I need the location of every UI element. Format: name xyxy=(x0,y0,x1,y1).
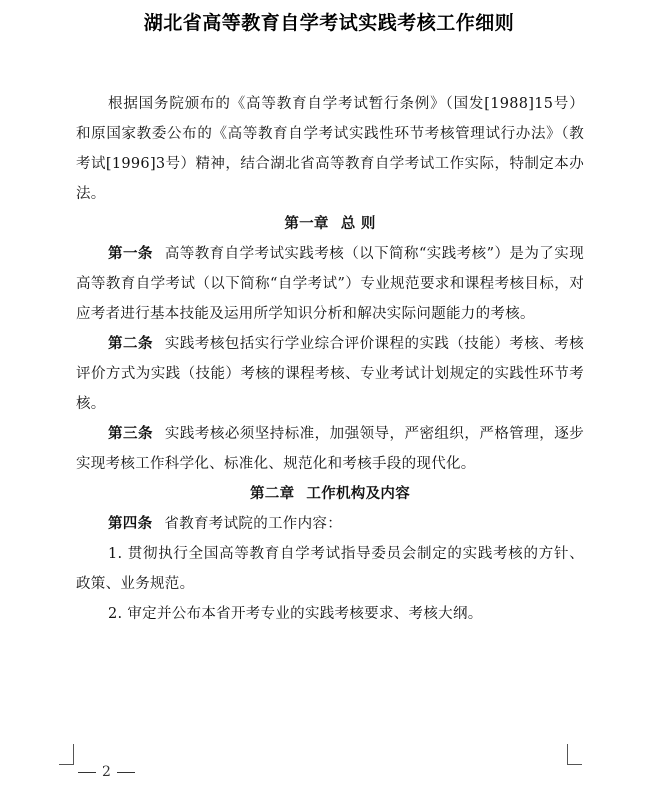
chapter-1-title: 总 则 xyxy=(340,215,376,232)
page-number: 2 xyxy=(102,764,111,780)
document-title: 湖北省高等教育自学考试实践考核工作细则 xyxy=(143,12,515,34)
page-corner-mark-left xyxy=(59,744,74,765)
footer-dash-left xyxy=(78,772,96,773)
chapter-2-title: 工作机构及内容 xyxy=(306,485,410,502)
article-2-label: 第二条 xyxy=(108,335,153,352)
article-1-text: 高等教育自学考试实践考核（以下简称“实践考核”）是为了实现高等教育自学考试（以下简称“自学考试”）专业规范要求和课程考核目标，对应考者进行基本技能及运用所学知识分析和解决实际问题能力的考核。 xyxy=(76,246,584,322)
page-corner-mark-right xyxy=(567,744,582,765)
list-item-1: 1. 贯彻执行全国高等教育自学考试指导委员会制定的实践考核的方针、政策、业务规范。 xyxy=(76,546,584,592)
article-3-text: 实践考核必须坚持标准，加强领导，严密组织，严格管理，逐步实现考核工作科学化、标准化、规范化和考核手段的现代化。 xyxy=(76,426,584,472)
page-footer xyxy=(72,764,141,780)
article-2-text: 实践考核包括实行学业综合评价课程的实践（技能）考核、考核评价方式为实践（技能）考核的课程考核、专业考试计划规定的实践性环节考核。 xyxy=(76,336,584,412)
preamble-paragraph: 根据国务院颁布的《高等教育自学考试暂行条例》（国发[1988]15号）和原国家教委公布的《高等教育自学考试实践性环节考核管理试行办法》（教考试[1996]3号）精神，结合湖北省高等教育自学考试工作实际，特制定本办法。 xyxy=(76,96,584,202)
document-body xyxy=(76,89,584,629)
article-1-label: 第一条 xyxy=(108,245,153,262)
footer-dash-right xyxy=(117,772,135,773)
chapter-1-number: 第一章 xyxy=(284,215,329,232)
article-4-text: 省教育考试院的工作内容： xyxy=(164,516,343,532)
article-1 xyxy=(76,239,584,329)
article-4-label: 第四条 xyxy=(108,515,153,532)
article-3 xyxy=(76,419,584,479)
article-3-label: 第三条 xyxy=(108,425,153,442)
chapter-2-number: 第二章 xyxy=(249,485,295,502)
article-4 xyxy=(76,509,584,539)
list-item-2: 2. 审定并公布本省开考专业的实践考核要求、考核大纲。 xyxy=(108,606,483,622)
chapter-1-heading xyxy=(76,209,584,239)
chapter-2-heading xyxy=(76,479,584,509)
article-2 xyxy=(76,329,584,419)
